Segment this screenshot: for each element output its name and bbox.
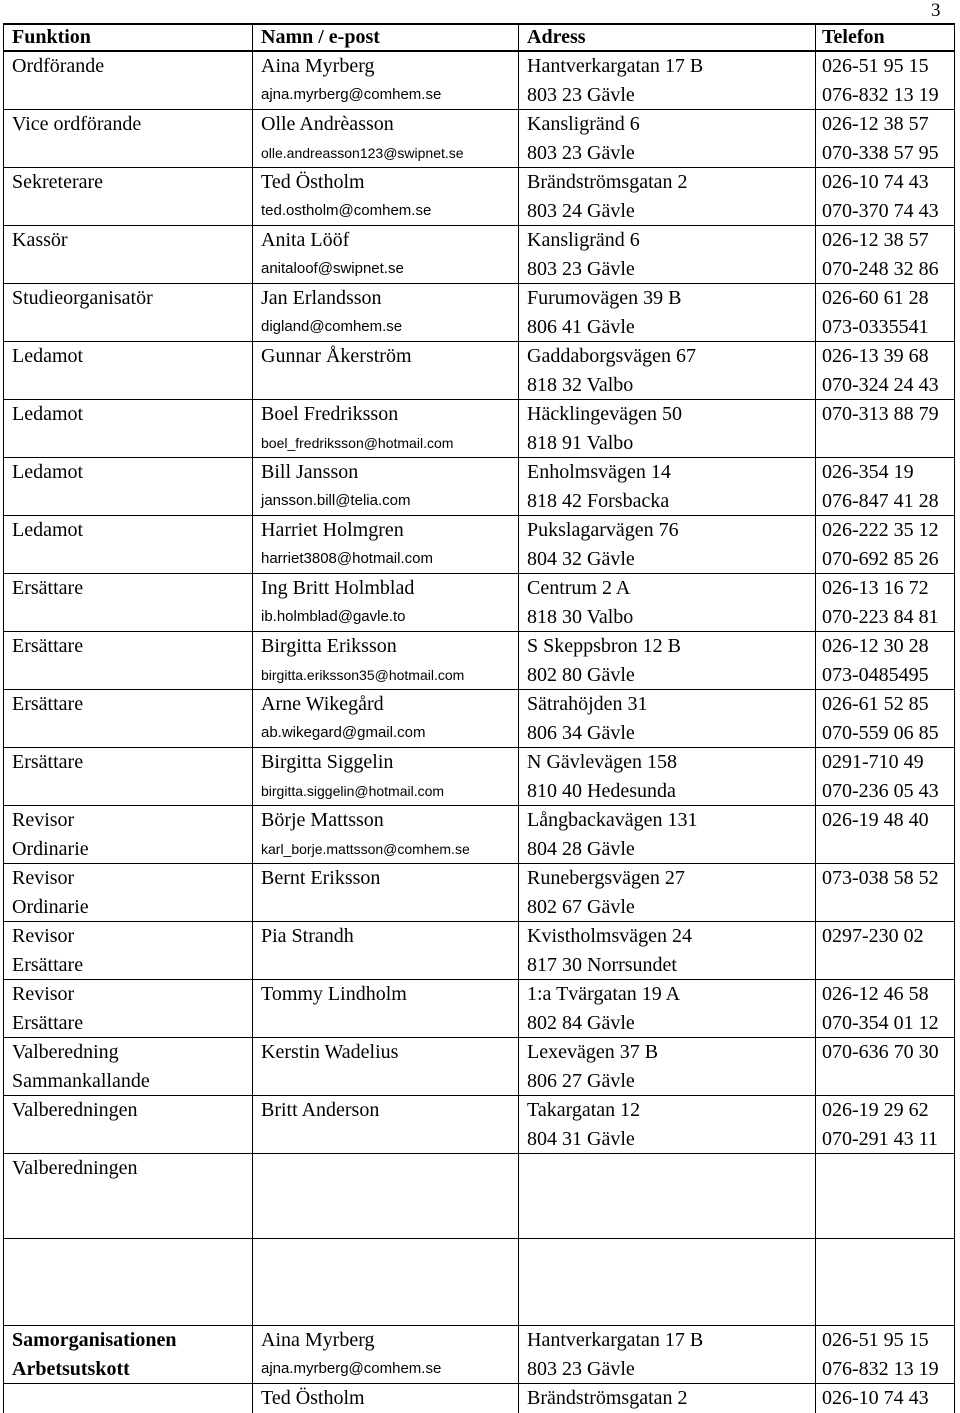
phone-secondary: 070-236 05 43 <box>822 779 939 802</box>
person-name: Tommy Lindholm <box>261 983 407 1005</box>
postal-address: 803 23 Gävle <box>527 141 635 164</box>
adress-cell <box>519 458 816 516</box>
postal-address: 802 67 Gävle <box>527 895 635 918</box>
table-row <box>4 806 955 864</box>
funktion-label: Ledamot <box>12 345 84 367</box>
person-name: Boel Fredriksson <box>261 403 399 425</box>
funktion-cell <box>4 168 253 226</box>
phone-primary: 073-038 58 52 <box>822 867 939 889</box>
funktion-label: Valberedningen <box>12 1099 138 1121</box>
email-text: ted.ostholm@comhem.se <box>261 201 432 219</box>
adress-cell <box>519 400 816 458</box>
funktion-label: Sammankallande <box>12 1069 150 1092</box>
adress-cell <box>519 806 816 864</box>
funktion-cell <box>4 458 253 516</box>
namn-cell <box>253 1326 519 1384</box>
person-name: Aina Myrberg <box>261 55 375 77</box>
email-text: ajna.myrberg@comhem.se <box>261 85 442 103</box>
funktion-label: Ordförande <box>12 55 105 77</box>
namn-cell <box>253 516 519 574</box>
funktion-label: Valberedningen <box>12 1157 138 1179</box>
telefon-cell <box>816 1384 955 1413</box>
namn-cell <box>253 342 519 400</box>
street-address: N Gävlevägen 158 <box>527 751 677 773</box>
phone-primary: 026-10 74 43 <box>822 171 929 193</box>
funktion-cell <box>4 574 253 632</box>
namn-cell <box>253 284 519 342</box>
funktion-label: Revisor <box>12 809 75 831</box>
phone-secondary: 076-847 41 28 <box>822 489 939 512</box>
funktion-label: Kassör <box>12 229 68 251</box>
funktion-label: Ordinarie <box>12 895 89 918</box>
phone-primary: 026-61 52 85 <box>822 693 929 715</box>
adress-cell <box>519 864 816 922</box>
funktion-cell <box>4 980 253 1038</box>
adress-cell <box>519 1326 816 1384</box>
header-telefon: Telefon <box>816 24 955 51</box>
funktion-label: Ledamot <box>12 403 84 425</box>
funktion-label: Ersättare <box>12 577 84 599</box>
phone-primary: 026-12 38 57 <box>822 113 929 135</box>
telefon-cell <box>816 1096 955 1154</box>
phone-secondary: 070-692 85 26 <box>822 547 939 570</box>
table-row <box>4 458 955 516</box>
funktion-cell <box>4 748 253 806</box>
funktion-label: Samorganisationen <box>12 1329 177 1351</box>
postal-address: 818 42 Forsbacka <box>527 489 670 512</box>
namn-cell <box>253 574 519 632</box>
street-address: Kansligränd 6 <box>527 113 640 135</box>
contact-table <box>3 23 955 1413</box>
funktion-cell <box>4 226 253 284</box>
postal-address: 802 84 Gävle <box>527 1011 635 1034</box>
phone-primary: 026-12 30 28 <box>822 635 929 657</box>
table-row <box>4 516 955 574</box>
adress-cell <box>519 1154 816 1239</box>
person-name: Anita Lööf <box>261 229 350 251</box>
table-row <box>4 1096 955 1154</box>
funktion-label: Ordinarie <box>12 837 89 860</box>
telefon-cell <box>816 574 955 632</box>
namn-cell <box>253 690 519 748</box>
street-address: Brändströmsgatan 2 <box>527 1387 688 1409</box>
empty-cell <box>253 1239 519 1326</box>
person-name: Bernt Eriksson <box>261 867 381 889</box>
postal-address: 806 34 Gävle <box>527 721 635 744</box>
phone-primary: 026-222 35 12 <box>822 519 939 541</box>
table-row <box>4 864 955 922</box>
adress-cell <box>519 690 816 748</box>
email-text: birgitta.eriksson35@hotmail.com <box>261 666 465 683</box>
street-address: Takargatan 12 <box>527 1099 641 1121</box>
person-name: Birgitta Siggelin <box>261 751 394 773</box>
person-name: Gunnar Åkerström <box>261 345 412 367</box>
table-row <box>4 1154 955 1239</box>
phone-secondary: 076-832 13 19 <box>822 83 939 106</box>
adress-cell <box>519 110 816 168</box>
phone-secondary: 070-324 24 43 <box>822 373 939 396</box>
phone-primary: 026-354 19 <box>822 461 914 483</box>
person-name: Jan Erlandsson <box>261 287 382 309</box>
postal-address: 817 30 Norrsundet <box>527 953 677 976</box>
funktion-label: Valberedning <box>12 1041 119 1063</box>
street-address: Gaddaborgsvägen 67 <box>527 345 697 367</box>
table-row <box>4 632 955 690</box>
funktion-label: Ledamot <box>12 519 84 541</box>
adress-cell <box>519 284 816 342</box>
adress-cell <box>519 980 816 1038</box>
namn-cell <box>253 980 519 1038</box>
table-row <box>4 51 955 110</box>
funktion-label: Revisor <box>12 867 75 889</box>
funktion-cell <box>4 1326 253 1384</box>
header-adress: Adress <box>519 24 816 51</box>
funktion-label: Studieorganisatör <box>12 287 153 309</box>
postal-address: 804 31 Gävle <box>527 1127 635 1150</box>
phone-primary: 026-60 61 28 <box>822 287 929 309</box>
person-name: Bill Jansson <box>261 461 359 483</box>
table-row <box>4 980 955 1038</box>
namn-cell <box>253 1384 519 1413</box>
telefon-cell <box>816 980 955 1038</box>
street-address: Pukslagarvägen 76 <box>527 519 679 541</box>
funktion-cell <box>4 864 253 922</box>
telefon-cell <box>816 1038 955 1096</box>
person-name: Pia Strandh <box>261 925 354 947</box>
person-name: Harriet Holmgren <box>261 519 404 541</box>
namn-cell <box>253 168 519 226</box>
funktion-cell <box>4 516 253 574</box>
email-text: jansson.bill@telia.com <box>261 491 411 509</box>
adress-cell <box>519 226 816 284</box>
adress-cell <box>519 168 816 226</box>
postal-address: 803 23 Gävle <box>527 83 635 106</box>
person-name: Britt Anderson <box>261 1099 380 1121</box>
empty-cell <box>519 1239 816 1326</box>
funktion-label: Sekreterare <box>12 171 104 193</box>
street-address: Häcklingevägen 50 <box>527 403 682 425</box>
phone-primary: 026-19 48 40 <box>822 809 929 831</box>
funktion-label: Ersättare <box>12 635 84 657</box>
funktion-label: Ledamot <box>12 461 84 483</box>
phone-primary: 026-51 95 15 <box>822 1329 929 1351</box>
empty-cell <box>4 1239 253 1326</box>
funktion-label: Ersättare <box>12 751 84 773</box>
telefon-cell <box>816 110 955 168</box>
funktion-label: Ersättare <box>12 953 84 976</box>
person-name: Birgitta Eriksson <box>261 635 397 657</box>
postal-address: 818 32 Valbo <box>527 373 634 396</box>
funktion-cell <box>4 632 253 690</box>
namn-cell <box>253 864 519 922</box>
email-text: harriet3808@hotmail.com <box>261 549 433 567</box>
namn-cell <box>253 922 519 980</box>
phone-secondary: 076-832 13 19 <box>822 1357 939 1380</box>
email-text: anitaloof@swipnet.se <box>261 259 404 277</box>
telefon-cell <box>816 1154 955 1239</box>
postal-address: 803 23 Gävle <box>527 257 635 280</box>
funktion-label: Revisor <box>12 925 75 947</box>
namn-cell <box>253 110 519 168</box>
adress-cell <box>519 922 816 980</box>
table-row <box>4 342 955 400</box>
street-address: Enholmsvägen 14 <box>527 461 671 483</box>
email-text: birgitta.siggelin@hotmail.com <box>261 782 445 799</box>
telefon-cell <box>816 168 955 226</box>
telefon-cell <box>816 632 955 690</box>
phone-primary: 026-19 29 62 <box>822 1099 929 1121</box>
email-text: olle.andreasson123@swipnet.se <box>261 144 464 161</box>
table-row <box>4 574 955 632</box>
street-address: Hantverkargatan 17 B <box>527 1329 704 1351</box>
phone-secondary: 070-338 57 95 <box>822 141 939 164</box>
telefon-cell <box>816 226 955 284</box>
postal-address: 806 27 Gävle <box>527 1069 635 1092</box>
telefon-cell <box>816 400 955 458</box>
person-name: Olle Andrèasson <box>261 113 394 135</box>
funktion-cell <box>4 1038 253 1096</box>
phone-primary: 026-12 46 58 <box>822 983 929 1005</box>
phone-primary: 026-10 74 43 <box>822 1387 929 1409</box>
street-address: Kansligränd 6 <box>527 229 640 251</box>
namn-cell <box>253 806 519 864</box>
telefon-cell <box>816 690 955 748</box>
phone-secondary: 073-0335541 <box>822 315 929 338</box>
adress-cell <box>519 574 816 632</box>
email-text: karl_borje.mattsson@comhem.se <box>261 840 470 857</box>
telefon-cell <box>816 922 955 980</box>
phone-primary: 026-13 16 72 <box>822 577 929 599</box>
postal-address: 803 24 Gävle <box>527 199 635 222</box>
telefon-cell <box>816 342 955 400</box>
email-text: ajna.myrberg@comhem.se <box>261 1359 442 1377</box>
adress-cell <box>519 51 816 110</box>
adress-cell <box>519 748 816 806</box>
phone-secondary: 073-0485495 <box>822 663 929 686</box>
namn-cell <box>253 748 519 806</box>
funktion-cell <box>4 400 253 458</box>
header-funktion: Funktion <box>4 24 253 51</box>
street-address: Långbackavägen 131 <box>527 809 698 831</box>
namn-cell <box>253 632 519 690</box>
funktion-cell <box>4 284 253 342</box>
email-text: boel_fredriksson@hotmail.com <box>261 434 454 451</box>
namn-cell <box>253 1096 519 1154</box>
postal-address: 806 41 Gävle <box>527 315 635 338</box>
telefon-cell <box>816 864 955 922</box>
page-number: 3 <box>931 0 941 21</box>
telefon-cell <box>816 458 955 516</box>
postal-address: 818 91 Valbo <box>527 431 634 454</box>
phone-secondary: 070-559 06 85 <box>822 721 939 744</box>
adress-cell <box>519 632 816 690</box>
funktion-cell <box>4 51 253 110</box>
email-text: ab.wikegard@gmail.com <box>261 723 426 741</box>
empty-row <box>4 1239 955 1326</box>
table-row <box>4 1384 955 1413</box>
namn-cell <box>253 51 519 110</box>
adress-cell <box>519 1096 816 1154</box>
street-address: S Skeppsbron 12 B <box>527 635 681 657</box>
phone-primary: 026-13 39 68 <box>822 345 929 367</box>
funktion-cell <box>4 922 253 980</box>
namn-cell <box>253 458 519 516</box>
email-text: ib.holmblad@gavle.to <box>261 607 406 625</box>
street-address: Sätrahöjden 31 <box>527 693 648 715</box>
namn-cell <box>253 1038 519 1096</box>
table-row <box>4 922 955 980</box>
phone-secondary: 070-370 74 43 <box>822 199 939 222</box>
table-row <box>4 1038 955 1096</box>
namn-cell <box>253 1154 519 1239</box>
telefon-cell <box>816 748 955 806</box>
street-address: 1:a Tvärgatan 19 A <box>527 983 681 1005</box>
postal-address: 802 80 Gävle <box>527 663 635 686</box>
postal-address: 818 30 Valbo <box>527 605 634 628</box>
telefon-cell <box>816 806 955 864</box>
person-name: Börje Mattsson <box>261 809 384 831</box>
street-address: Brändströmsgatan 2 <box>527 171 688 193</box>
funktion-cell <box>4 1154 253 1239</box>
table-row <box>4 110 955 168</box>
funktion-label: Arbetsutskott <box>12 1357 130 1380</box>
street-address: Hantverkargatan 17 B <box>527 55 704 77</box>
phone-primary: 070-636 70 30 <box>822 1041 939 1063</box>
funktion-cell <box>4 110 253 168</box>
header-namn: Namn / e-post <box>253 24 519 51</box>
email-text: digland@comhem.se <box>261 317 403 335</box>
telefon-cell <box>816 1326 955 1384</box>
postal-address: 803 23 Gävle <box>527 1357 635 1380</box>
phone-secondary: 070-248 32 86 <box>822 257 939 280</box>
telefon-cell <box>816 51 955 110</box>
adress-cell <box>519 342 816 400</box>
person-name: Ing Britt Holmblad <box>261 577 415 599</box>
adress-cell <box>519 1038 816 1096</box>
phone-primary: 0291-710 49 <box>822 751 924 773</box>
street-address: Centrum 2 A <box>527 577 631 599</box>
street-address: Lexevägen 37 B <box>527 1041 659 1063</box>
table-header-row <box>4 24 955 51</box>
table-row <box>4 400 955 458</box>
phone-primary: 0297-230 02 <box>822 925 924 947</box>
person-name: Kerstin Wadelius <box>261 1041 399 1063</box>
postal-address: 804 32 Gävle <box>527 547 635 570</box>
phone-secondary: 070-354 01 12 <box>822 1011 939 1034</box>
table-row <box>4 226 955 284</box>
empty-cell <box>816 1239 955 1326</box>
person-name: Ted Östholm <box>261 171 365 193</box>
namn-cell <box>253 226 519 284</box>
phone-secondary: 070-291 43 11 <box>822 1127 938 1150</box>
street-address: Kvistholmsvägen 24 <box>527 925 692 947</box>
funktion-label: Ersättare <box>12 693 84 715</box>
street-address: Furumovägen 39 B <box>527 287 682 309</box>
funktion-cell <box>4 806 253 864</box>
samorganisationen-row <box>4 1326 955 1384</box>
phone-secondary: 070-223 84 81 <box>822 605 939 628</box>
postal-address: 804 28 Gävle <box>527 837 635 860</box>
funktion-label: Revisor <box>12 983 75 1005</box>
namn-cell <box>253 400 519 458</box>
table-row <box>4 690 955 748</box>
funktion-cell <box>4 1384 253 1413</box>
adress-cell <box>519 1384 816 1413</box>
street-address: Runebergsvägen 27 <box>527 867 685 889</box>
funktion-label: Ersättare <box>12 1011 84 1034</box>
adress-cell <box>519 516 816 574</box>
person-name: Aina Myrberg <box>261 1329 375 1351</box>
funktion-cell <box>4 690 253 748</box>
phone-primary: 026-51 95 15 <box>822 55 929 77</box>
table-row <box>4 284 955 342</box>
telefon-cell <box>816 284 955 342</box>
telefon-cell <box>816 516 955 574</box>
funktion-cell <box>4 1096 253 1154</box>
funktion-label: Vice ordförande <box>12 113 142 135</box>
postal-address: 810 40 Hedesunda <box>527 779 676 802</box>
person-name: Arne Wikegård <box>261 693 384 715</box>
table-row <box>4 168 955 226</box>
table-row <box>4 748 955 806</box>
phone-primary: 026-12 38 57 <box>822 229 929 251</box>
funktion-cell <box>4 342 253 400</box>
person-name: Ted Östholm <box>261 1387 365 1409</box>
phone-primary: 070-313 88 79 <box>822 403 939 425</box>
